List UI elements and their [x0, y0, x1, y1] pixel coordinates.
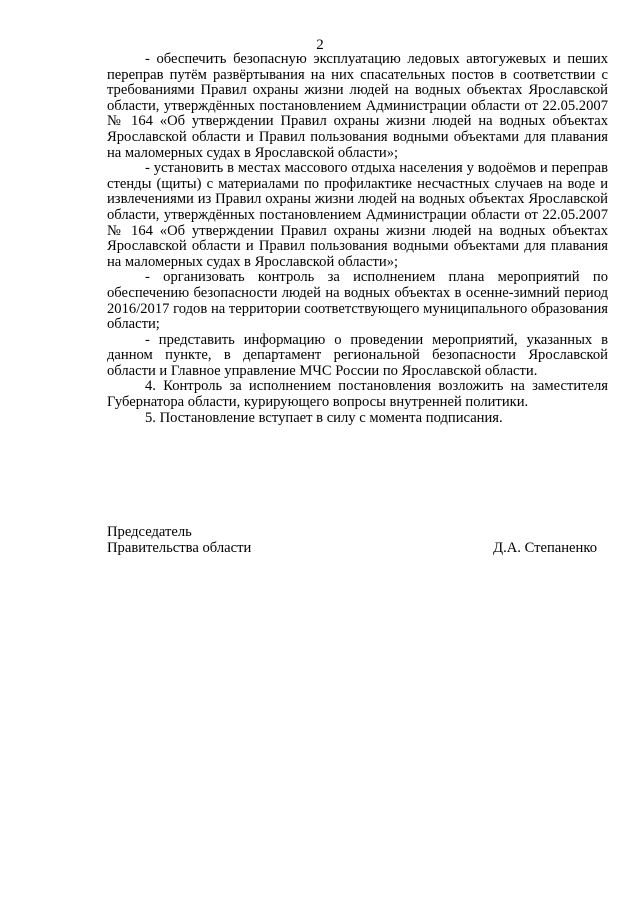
- signatory-name: Д.А. Степаненко: [493, 540, 597, 556]
- document-body: [107, 52, 608, 426]
- paragraph-report-info: - представить информацию о проведении мероприятий, указанных в данном пункте, в департамент региональной безопасности Ярославской области и Главное управление МЧС России по Ярославской области.: [107, 331, 608, 379]
- paragraph-control-plan: - организовать контроль за исполнением плана мероприятий по обеспечению безопасности людей на водных объектах в осенне-зимний период 2016/2017 годов на территории соответствующего муниципального образования области;: [107, 269, 608, 333]
- page-number: 2: [316, 37, 324, 53]
- signature-title-line2: [107, 541, 597, 557]
- signature-title-2: Правительства области: [107, 540, 252, 556]
- signature-title-line1: [107, 525, 597, 541]
- paragraph-ice-crossings: - обеспечить безопасную эксплуатацию ледовых автогужевых и пеших переправ путём развёртывания на них спасательных постов в соответствии с требованиями Правил охраны жизни людей на водных объектах Ярославской области, утверждённых постановлением Администрации области от 22.05.2007 № 164 «Об утверждении Правил охраны жизни людей на водных объектах Ярославской области и Правил пользования водными объектами для плавания на маломерных судах в Ярославской области»;: [107, 51, 608, 161]
- paragraph-info-stands: - установить в местах массового отдыха населения у водоёмов и переправ стенды (щиты) с материалами по профилактике несчастных случаев на воде и извлечениями из Правил охраны жизни людей на водных объектах Ярославской области, утверждённых постановлением Администрации области от 22.05.2007 № 164 «Об утверждении Правил охраны жизни людей на водных объектах Ярославской области и Правил пользования водными объектами для плавания на маломерных судах в Ярославской области»;: [107, 160, 608, 270]
- paragraph-item-4: 4. Контроль за исполнением постановления возложить на заместителя Губернатора области, курирующего вопросы внутренней политики.: [107, 378, 608, 411]
- signature-title-1: Председатель: [107, 524, 192, 540]
- paragraph-item-5: 5. Постановление вступает в силу с момента подписания.: [145, 409, 503, 426]
